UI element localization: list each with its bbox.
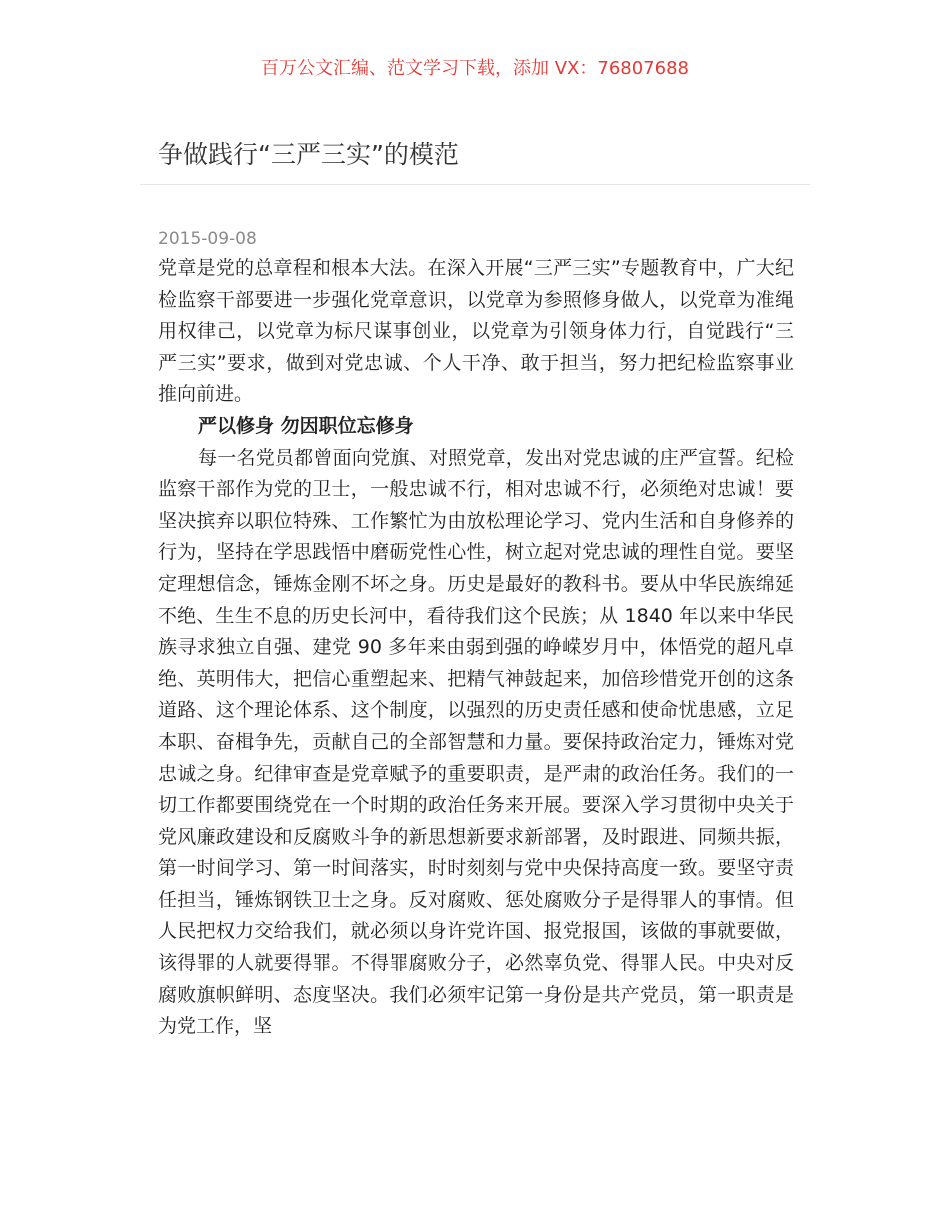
- intro-paragraph: 党章是党的总章程和根本大法。在深入开展“三严三实”专题教育中，广大纪检监察干部要进一步强化党章意识，以党章为参照修身做人，以党章为准绳用权律己，以党章为标尺谋事创业，以党章为引领身体力行，自觉践行“三严三实”要求，做到对党忠诚、个人干净、敢于担当，努力把纪检监察事业推向前进。: [158, 257, 794, 406]
- article-title: 争做践行“三严三实”的模范: [158, 140, 459, 169]
- section-paragraph: 每一名党员都曾面向党旗、对照党章，发出对党忠诚的庄严宣誓。纪检监察干部作为党的卫士，一般忠诚不行，相对忠诚不行，必须绝对忠诚！要坚决摈弃以职位特殊、工作繁忙为由放松理论学习、党内生活和自身修养的行为，坚持在学思践悟中磨砺党性心性，树立起对党忠诚的理性自觉。要坚定理想信念，锤炼金刚不坏之身。历史是最好的教科书。要从中华民族绵延不绝、生生不息的历史长河中，看待我们这个民族；从 1840 年以来中华民族寻求独立自强、建党 90 多年来由弱到强的峥嵘岁月中，体悟党的超凡卓绝、英明伟大，把信心重塑起来、把精气神鼓起来，加倍珍惜党开创的这条道路、这个理论体系、这个制度，以强烈的历史责任感和使命忧患感，立足本职、奋楫争先，贡献自己的全部智慧和力量。要保持政治定力，锤炼对党忠诚之身。纪律审查是党章赋予的重要职责，是严肃的政治任务。我们的一切工作都要围绕党在一个时期的政治任务来开展。要深入学习贯彻中央关于党风廉政建设和反腐败斗争的新思想新要求新部署，及时跟进、同频共振，第一时间学习、第一时间落实，时时刻刻与党中央保持高度一致。要坚守责任担当，锤炼钢铁卫士之身。反对腐败、惩处腐败分子是得罪人的事情。但人民把权力交给我们，就必须以身许党许国、报党报国，该做的事就要做，该得罪的人就要得罪。不得罪腐败分子，必然辜负党、得罪人民。中央对反腐败旗帜鲜明、态度坚决。我们必须牢记第一身份是共产党员，第一职责是为党工作，坚: [158, 446, 794, 1038]
- section-heading: 严以修身 勿因职位忘修身: [198, 414, 414, 437]
- promo-banner: 百万公文汇编、范文学习下载，添加 VX：76807688: [261, 58, 689, 79]
- article-body: [158, 253, 794, 1043]
- title-divider: [140, 184, 810, 185]
- article-date: 2015-09-08: [158, 229, 257, 249]
